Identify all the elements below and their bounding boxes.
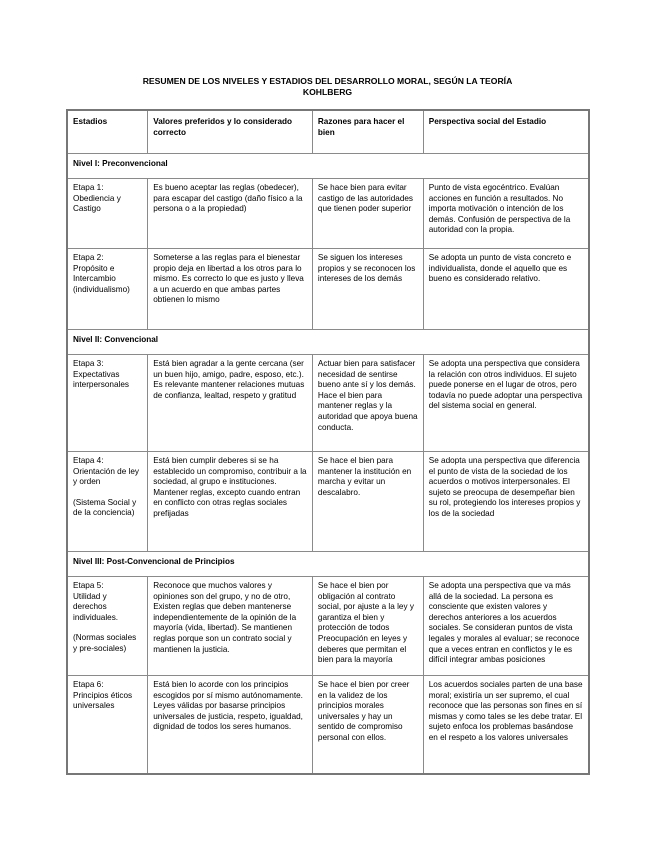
stage-number: Etapa 2:: [73, 253, 104, 262]
stage-row: [67, 676, 589, 774]
stage-number: Etapa 6:: [73, 680, 104, 689]
stage-name: Expectativas interpersonales: [73, 369, 129, 390]
perspective-cell: Se adopta una perspectiva que considera la relación con otros individuos. El sujeto puede ponerse en el lugar de otros, pero todavía no puede adoptar una perspectiva del sistema social en general.: [423, 355, 589, 452]
document-title: [90, 76, 565, 97]
header-reasons: Razones para hacer el bien: [312, 110, 423, 154]
stage-cell: [67, 452, 148, 552]
moral-development-table: [66, 109, 590, 775]
reasons-cell: Se hace el bien para mantener la institución en marcha y evitar un descalabro.: [312, 452, 423, 552]
reasons-cell: Se hace bien para evitar castigo de las autoridades que tienen poder superior: [312, 179, 423, 249]
header-stages: Estadios: [67, 110, 148, 154]
header-perspective: Perspectiva social del Estadio: [423, 110, 589, 154]
level-row: [67, 330, 589, 355]
perspective-cell: Punto de vista egocéntrico. Evalúan acciones en función a resultados. No importa motivación o intención de los demás. Confusión de perspectiva de la autoridad con la propia.: [423, 179, 589, 249]
stage-number: Etapa 5:: [73, 581, 104, 590]
perspective-cell: Se adopta una perspectiva que diferencia el punto de vista de la sociedad de los acuerdos o motivos interpersonales. El sujeto se preocupa de desempeñar bien su rol, protegiendo los intereses propios y los de la sociedad: [423, 452, 589, 552]
stage-subtitle: (Sistema Social y de la conciencia): [73, 497, 137, 518]
stage-row: [67, 452, 589, 552]
values-cell: Someterse a las reglas para el bienestar propio deja en libertad a los otros para lo mismo. Es correcto lo que es justo y lleva a un acuerdo en que ambas partes obtienen lo mismo: [148, 249, 313, 330]
spacer: [73, 488, 142, 498]
stage-number: Etapa 3:: [73, 359, 104, 368]
stage-row: [67, 179, 589, 249]
stage-number: Etapa 1:: [73, 183, 104, 192]
stage-name: Obediencia y Castigo: [73, 193, 121, 214]
values-cell: Está bien lo acorde con los principios escogidos por sí mismo autónomamente. Leyes válidas por basarse principios universales de justicia, respeto, igualdad, dignidad de todos los seres humanos.: [148, 676, 313, 774]
reasons-cell: Se siguen los intereses propios y se reconocen los intereses de los demás: [312, 249, 423, 330]
reasons-cell: Actuar bien para satisfacer necesidad de sentirse bueno ante sí y los demás. Hace el bien para mantener reglas y la autoridad que apoya buena conducta.: [312, 355, 423, 452]
stage-cell: [67, 676, 148, 774]
stage-cell: [67, 577, 148, 676]
title-line-2: KOHLBERG: [302, 86, 353, 97]
level-row: [67, 552, 589, 577]
stage-cell: [67, 355, 148, 452]
stage-name: Principios éticos universales: [73, 690, 133, 711]
values-cell: [148, 355, 313, 452]
stage-row: [67, 355, 589, 452]
stage-row: [67, 249, 589, 330]
level-label: Nivel I: Preconvencional: [67, 154, 589, 179]
stage-name: Utilidad y derechos individuales.: [73, 591, 119, 622]
perspective-cell: Se adopta un punto de vista concreto e individualista, donde el aquello que es bueno es considerado relativo.: [423, 249, 589, 330]
level-row: [67, 154, 589, 179]
values-text: Es relevante mantener relaciones mutuas de confianza, lealtad, respeto y gratitud: [153, 380, 305, 400]
level-label: Nivel II: Convencional: [67, 330, 589, 355]
perspective-cell: Se adopta una perspectiva que va más allá de la sociedad. La persona es consciente que existen valores y derechos anteriores a los acuerdos sociales. Se consideran puntos de vista legales y morales al evaluar; se reconoce que a veces entran en conflictos y le es difícil integrar ambas posiciones: [423, 577, 589, 676]
stage-row: [67, 577, 589, 676]
values-cell: Reconoce que muchos valores y opiniones son del grupo, y no de otro, Existen reglas que deben mantenerse independientemente de la opinión de la mayoría (vida, libertad). Se mantienen reglas porque son un contrato social y mantienen la justicia.: [148, 577, 313, 676]
values-text: Está bien agradar a la gente cercana (ser un buen hijo, amigo, padre, esposo, etc.).: [153, 359, 304, 379]
level-label: Nivel III: Post-Convencional de Principios: [67, 552, 589, 577]
values-cell: Es bueno aceptar las reglas (obedecer), para escapar del castigo (daño físico a la persona o a la propiedad): [148, 179, 313, 249]
spacer: [73, 623, 142, 633]
reasons-cell: Se hace el bien por obligación al contrato social, por ajuste a la ley y garantiza el bien y protección de todos Preocupación en leyes y deberes que permitan el bien para la mayoría: [312, 577, 423, 676]
stage-subtitle: (Normas sociales y pre-sociales): [73, 633, 137, 653]
stage-name: Orientación de ley y orden: [73, 466, 139, 487]
stage-cell: [67, 249, 148, 330]
reasons-cell: Se hace el bien por creer en la validez de los principios morales universales y hay un sentido de compromiso personal con ellos.: [312, 676, 423, 774]
title-line-1: RESUMEN DE LOS NIVELES Y ESTADIOS DEL DESARROLLO MORAL, SEGÚN LA TEORÍA: [142, 76, 513, 86]
perspective-cell: Los acuerdos sociales parten de una base moral; existiría un ser supremo, el cual reconoce que las personas son fines en sí mismas y como tales se les debe tratar. El sujeto enfoca los problemas basándose en el respeto a los valores universales: [423, 676, 589, 774]
stage-number: Etapa 4:: [73, 456, 104, 465]
values-cell: Está bien cumplir deberes si se ha establecido un compromiso, contribuir a la sociedad, al grupo e instituciones. Mantener reglas, excepto cuando entran en conflicto con otras reglas sociales prefijadas: [148, 452, 313, 552]
stage-cell: [67, 179, 148, 249]
header-values: Valores preferidos y lo considerado correcto: [148, 110, 313, 154]
stage-name: Propósito e Intercambio (individualismo): [73, 263, 130, 294]
header-row: [67, 110, 589, 154]
